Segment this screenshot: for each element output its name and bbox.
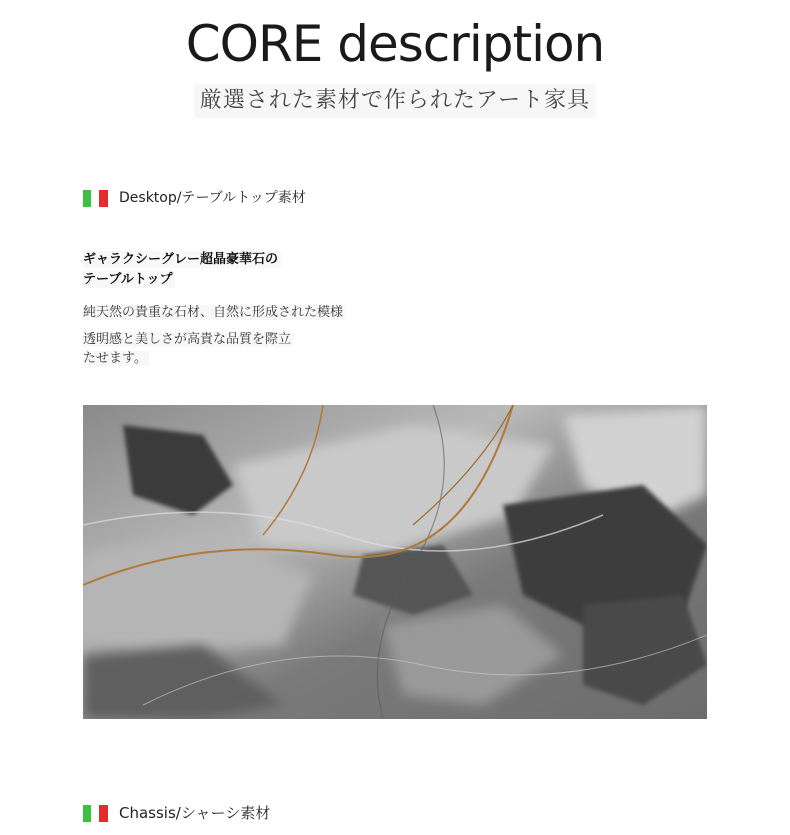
- material-heading-line1: ギャラクシーグレー超晶豪華石の: [83, 251, 281, 268]
- material-desc-line1: 透明感と美しさが高貴な品質を際立: [83, 332, 292, 347]
- material-description-2: [83, 328, 293, 366]
- section-header-desktop: [83, 188, 306, 208]
- marble-texture-image: [83, 405, 707, 719]
- material-heading: [83, 248, 281, 288]
- material-desc-line2: たせます。: [83, 351, 147, 366]
- page-title: CORE description: [185, 15, 605, 73]
- italian-flag-icon: [83, 805, 108, 822]
- marble-texture-svg: [83, 405, 707, 719]
- subtitle-container: [0, 84, 790, 118]
- material-desc-natural-stone: 純天然の貴重な石材、自然に形成された模様: [83, 305, 344, 320]
- section-header-chassis: [83, 803, 270, 823]
- material-heading-line2: テーブルトップ: [83, 271, 175, 288]
- page-subtitle: 厳選された素材で作られたアート家具: [194, 84, 596, 118]
- italian-flag-icon: [83, 190, 108, 207]
- material-description-1: [83, 301, 345, 320]
- section-label-chassis: Chassis/シャーシ素材: [119, 804, 271, 822]
- section-label-desktop: Desktop/テーブルトップ素材: [119, 190, 306, 206]
